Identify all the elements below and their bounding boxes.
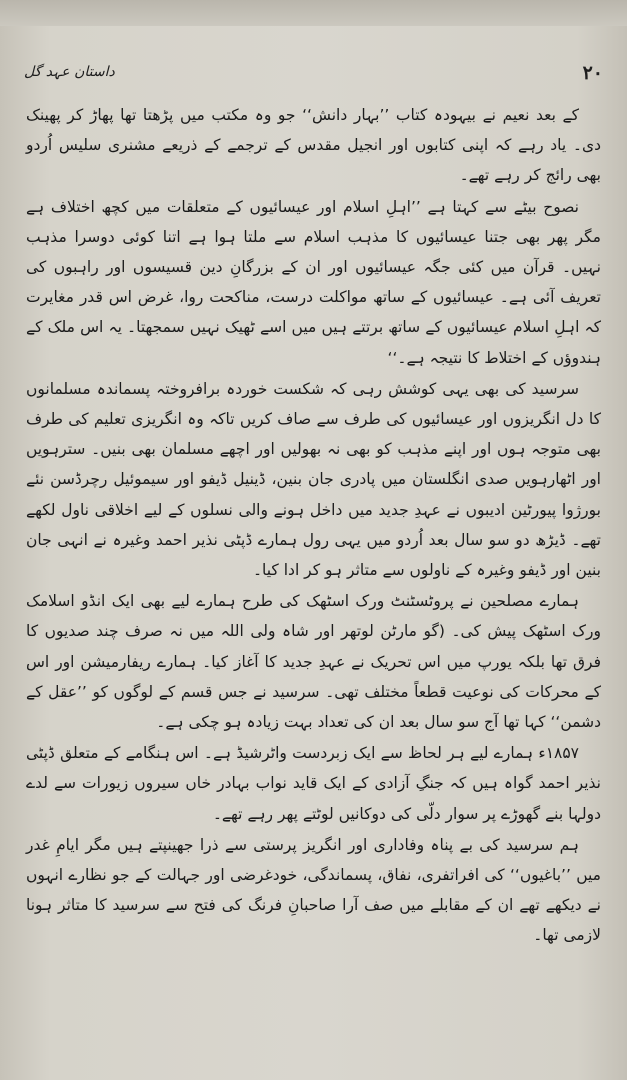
paragraph-3: سرسید کی بھی یہی کوشش رہی کہ شکست خوردہ برافروختہ پسماندہ مسلمانوں کا دل انگریزوں اور عیسائیوں کی طرف سے صاف کریں تاکہ وہ انگریزی تعلیم کی طرف بھی متوجہ ہوں اور اپنے مذہب کو بھی نہ بھولیں اور اچھے مسلمان بھی بنیں۔ سترہویں اور اٹھارہویں صدی انگلستان میں پادری جان بنین، ڈینیل ڈیفو اور سیموئیل رچرڈسن نئے بورژوا پیورٹین ادیبوں نے عہدِ جدید میں داخل ہونے والی نسلوں کے لیے اخلاقی ناول لکھے تھے۔ ڈیڑھ دو سو سال بعد اُردو میں یہی رول ہمارے ڈپٹی نذیر احمد وغیرہ نے انہی جان بنین اور ڈیفو وغیرہ کے ناولوں سے متاثر ہو کر ادا کیا۔	[26, 379, 601, 580]
paragraph-5: ۱۸۵۷ء ہمارے لیے ہر لحاظ سے ایک زبردست واٹرشیڈ ہے۔ اس ہنگامے کے متعلق ڈپٹی نذیر احمد گواہ ہیں کہ جنگِ آزادی کے ایک قاید نواب بہادر خاں سیروں زیورات سے لدے دولہا بنے گھوڑے پر سوار دلّی کی دوکانیں لوٹتے پھر رہے تھے۔	[26, 744, 601, 823]
page-top-shadow	[0, 0, 627, 26]
paragraph-1: کے بعد نعیم نے بیہودہ کتاب ’’بہار دانش‘‘ جو وہ مکتب میں پڑھتا تھا پھاڑ کر پھینک دی۔ یاد رہے کہ اپنی کتابوں اور انجیل مقدس کے ترجمے کے ذریعے مشنری سلیس اُردو بھی رائج کر رہے تھے۔	[26, 106, 601, 185]
paragraph-6: ہم سرسید کی بے پناہ وفاداری اور انگریز پرستی سے ذرا جھینپتے ہیں مگر ایامِ غدر میں ’’باغیوں‘‘ کی افراتفری، نفاق، پسماندگی، خودغرضی اور جہالت کے جو نظارے انہوں نے دیکھے تھے ان کے مقابلے میں صف آرا صاحبانِ فرنگ کی فتح سے سرسید کا متاثر ہونا لازمی تھا۔	[26, 835, 601, 945]
paragraph-2: نصوح بیٹے سے کہتا ہے ’’اہلِ اسلام اور عیسائیوں کے متعلقات میں کچھ اختلاف ہے مگر پھر بھی جتنا عیسائیوں کا مذہب اسلام سے ملتا ہوا ہے اتنا کوئی دوسرا مذہب نہیں۔ قرآن میں کئی جگہ عیسائیوں اور ان کے بزرگانِ دین قسیسوں اور راہبوں کی تعریف آئی ہے۔ عیسائیوں کے ساتھ مواکلت درست، مناکحت روا، غرض اس قدر مغایرت کہ اہلِ اسلام عیسائیوں کے ساتھ برتتے ہیں میں اسے ٹھیک نہیں سمجھتا۔ یہ اس ملک کے ہندوؤں کے اختلاط کا نتیجہ ہے۔‘‘	[26, 197, 601, 367]
running-head-title: داستان عہد گل	[24, 64, 115, 80]
page-body	[26, 100, 601, 951]
paragraph-4: ہمارے مصلحین نے پروٹسٹنٹ ورک اسٹھک کی طرح ہمارے لیے بھی ایک انڈو اسلامک ورک اسٹھک پیش کی۔ (گو مارٹن لوتھر اور شاہ ولی اللہ میں نہ صرف چند صدیوں کا فرق تھا بلکہ یورپ میں اس تحریک نے عہدِ جدید کا آغاز کیا۔ ہمارے ریفارمیشن اور اس کے محرکات کی نوعیت قطعاً مختلف تھی۔ سرسید نے جس قسم کے لوگوں کو ’’عقل کے دشمن‘‘ کہا تھا آج سو سال بعد ان کی تعداد بہت زیادہ ہو چکی ہے۔	[26, 592, 601, 732]
page-header	[24, 62, 603, 88]
page-number: ۲۰	[582, 62, 603, 84]
